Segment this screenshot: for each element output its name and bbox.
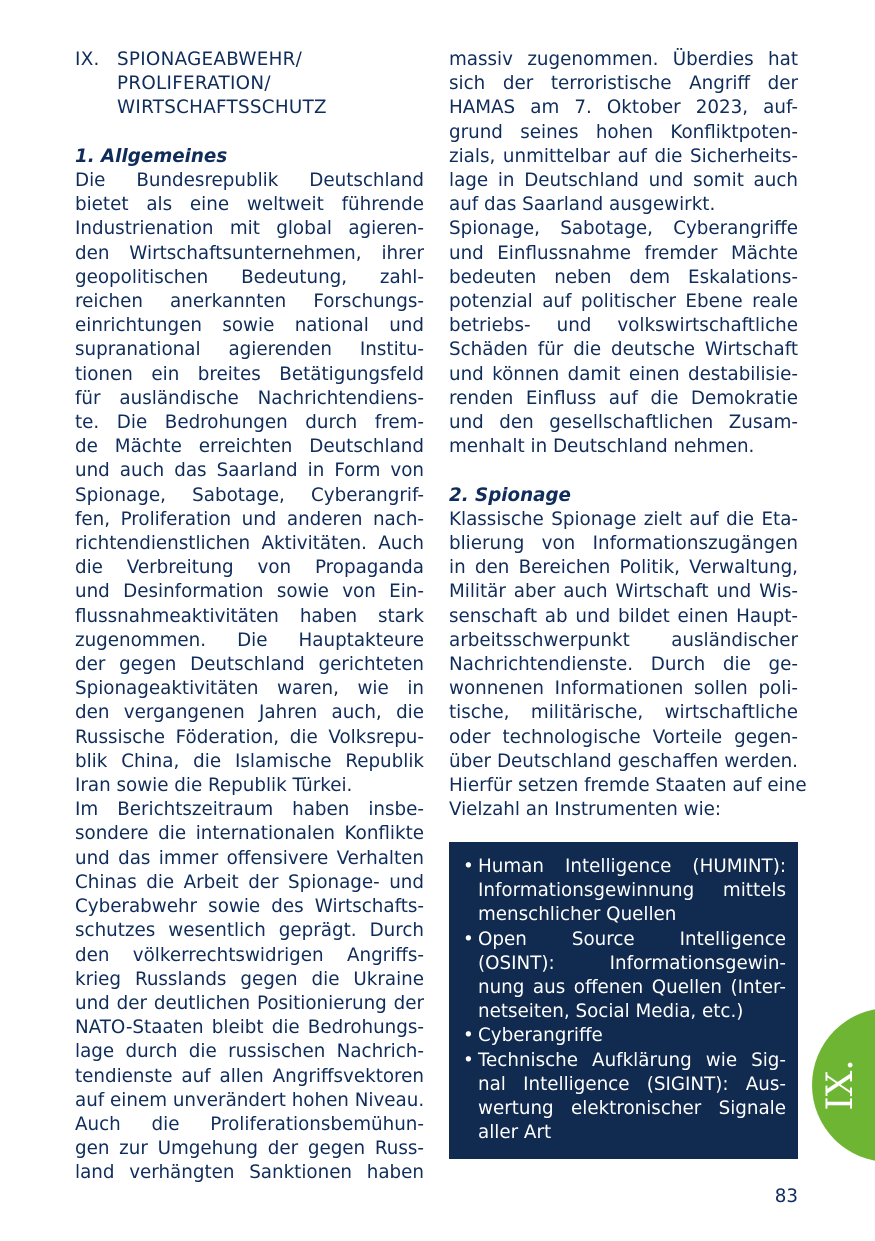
text-line: und auch das Saarland in Form von — [75, 460, 424, 482]
text-line: den Wirtschaftsunternehmen, ihrer — [75, 242, 424, 264]
text-line: blierung von Informationszugängen — [449, 533, 798, 555]
text-line: Klassische Spionage zielt auf die Eta- — [449, 508, 798, 530]
text-line: te. Die Bedrohungen durch frem- — [75, 412, 424, 434]
section-title-line: PROLIFERATION/ — [117, 73, 271, 95]
section-number: IX. — [75, 49, 100, 70]
text-line: Open Source Intelligence — [478, 928, 786, 950]
text-line: aller Art — [478, 1122, 552, 1144]
text-line: gen zur Umgehung der gegen Russ- — [75, 1138, 424, 1160]
text-line: menhalt in Deutschland nehmen. — [449, 436, 755, 458]
text-line: in den Bereichen Politik, Verwaltung, — [449, 557, 798, 579]
text-line: supranational agierenden Institu- — [75, 339, 424, 361]
text-line: renden Einfluss auf die Demokratie — [449, 387, 798, 409]
text-line: Informationsgewinnung mittels — [478, 880, 786, 902]
subheading-allgemeines: 1. Allgemeines — [75, 145, 228, 167]
text-line: und der deutlichen Positionierung der — [75, 992, 424, 1014]
text-line: über Deutschland geschaffen werden. — [449, 750, 798, 772]
list-item — [463, 855, 786, 928]
text-line: tionen ein breites Betätigungsfeld — [75, 363, 424, 385]
text-line: senschaft ab und bildet einen Haupt- — [449, 605, 798, 627]
text-line: Vielzahl an Instrumenten wie: — [449, 799, 722, 821]
bullet-icon: • — [463, 856, 474, 877]
text-line: HAMAS am 7. Oktober 2023, auf- — [449, 97, 798, 119]
text-line: fen, Proliferation und anderen nach- — [75, 508, 424, 530]
text-line: auf einem unverändert hohen Niveau. — [75, 1089, 425, 1111]
section-heading — [75, 48, 424, 121]
text-line: Hierfür setzen fremde Staaten auf eine — [449, 775, 807, 797]
text-line: Spionage, Sabotage, Cyberangriffe — [449, 218, 798, 240]
text-line: Cyberabwehr sowie des Wirtschafts- — [75, 896, 424, 918]
subheading-spionage: 2. Spionage — [449, 484, 571, 506]
chapter-tab-label: IX. — [819, 1059, 861, 1111]
list-item — [463, 928, 786, 1025]
text-line: geopolitischen Bedeutung, zahl- — [75, 266, 424, 288]
text-line: nung aus offenen Quellen (Inter- — [478, 977, 786, 999]
text-line: zugenommen. Die Hauptakteure — [75, 629, 424, 651]
text-line: NATO-Staaten bleibt die Bedrohungs- — [75, 1017, 424, 1039]
paragraph-intro — [75, 169, 424, 798]
text-line: wertung elektronischer Signale — [478, 1098, 786, 1120]
text-line: oder technologische Vorteile gegen- — [449, 726, 798, 748]
text-line: land verhängten Sanktionen haben — [75, 1162, 424, 1184]
text-line: (OSINT): Informationsgewin- — [478, 952, 786, 974]
text-line: netseiten, Social Media, etc.) — [478, 1001, 744, 1023]
text-line: Spionageaktivitäten waren, wie in — [75, 678, 424, 700]
text-line: und den gesellschaftlichen Zusam- — [449, 412, 798, 434]
text-line: sondere die internationalen Konflikte — [75, 823, 424, 845]
right-column — [449, 48, 807, 822]
text-line: Im Berichtszeitraum haben insbe- — [75, 799, 424, 821]
text-line: potenzial auf politischer Ebene reale — [449, 291, 798, 313]
text-line: massiv zugenommen. Überdies hat — [449, 49, 798, 70]
left-column — [75, 48, 424, 1186]
list-item — [463, 1024, 786, 1048]
text-line: den völkerrechtswidrigen Angriffs- — [75, 944, 424, 966]
text-line: bedeuten neben dem Eskalations- — [449, 266, 798, 288]
text-line: lage durch die russischen Nachrich- — [75, 1041, 424, 1063]
page-number: 83 — [774, 1186, 798, 1207]
text-line: für ausländische Nachrichtendiens- — [75, 387, 424, 409]
text-line: Militär aber auch Wirtschaft und Wis- — [449, 581, 798, 603]
text-line: auf das Saarland ausgewirkt. — [449, 194, 716, 216]
text-line: Cyberangriffe — [478, 1025, 603, 1047]
text-line: blik China, die Islamische Republik — [75, 750, 424, 772]
text-line: Russische Föderation, die Volksrepu- — [75, 726, 424, 748]
text-line: Iran sowie die Republik Türkei. — [75, 775, 353, 797]
text-line: und das immer offensivere Verhalten — [75, 847, 424, 869]
text-line: einrichtungen sowie national und — [75, 315, 424, 337]
text-line: tische, militärische, wirtschaftliche — [449, 702, 798, 724]
paragraph-conflicts — [75, 798, 424, 1185]
text-line: grund seines hohen Konfliktpoten- — [449, 121, 798, 143]
intelligence-methods-box — [449, 842, 798, 1159]
text-line: Chinas die Arbeit der Spionage- und — [75, 871, 424, 893]
text-line: Auch die Proliferationsbemühun- — [75, 1113, 424, 1135]
paragraph-threats — [449, 217, 798, 459]
text-line: der gegen Deutschland gerichteten — [75, 654, 424, 676]
text-line: die Verbreitung von Propaganda — [75, 557, 424, 579]
bullet-icon: • — [463, 1025, 474, 1047]
text-line: sich der terroristische Angriff der — [449, 73, 798, 95]
bullet-icon: • — [463, 928, 474, 950]
text-line: reichen anerkannten Forschungs- — [75, 291, 424, 313]
text-line: Industrienation mit global agieren- — [75, 218, 424, 240]
section-title-line: SPIONAGEABWEHR/ — [117, 49, 303, 70]
text-line: schutzes wesentlich geprägt. Durch — [75, 920, 424, 942]
text-line: betriebs- und volkswirtschaftliche — [449, 315, 798, 337]
text-line: flussnahmeaktivitäten haben stark — [75, 605, 424, 627]
text-line: Human Intelligence (HUMINT): — [478, 856, 786, 877]
text-line: Die Bundesrepublik Deutschland — [75, 170, 424, 191]
section-title — [117, 48, 327, 121]
text-line: arbeitsschwerpunkt ausländischer — [449, 629, 798, 651]
text-line: zials, unmittelbar auf die Sicherheits- — [449, 145, 798, 167]
paragraph-conflicts-continued — [449, 48, 798, 217]
text-line: nal Intelligence (SIGINT): Aus- — [478, 1073, 786, 1095]
text-line: Technische Aufklärung wie Sig- — [478, 1049, 786, 1071]
text-line: den vergangenen Jahren auch, die — [75, 702, 424, 724]
text-line: wonnenen Informationen sollen poli- — [449, 678, 798, 700]
text-line: tendienste auf allen Angriffsvektoren — [75, 1065, 424, 1087]
text-line: menschlicher Quellen — [478, 904, 677, 926]
text-line: richtendienstlichen Aktivitäten. Auch — [75, 533, 424, 555]
text-line: Nachrichtendienste. Durch die ge- — [449, 654, 798, 676]
text-line: krieg Russlands gegen die Ukraine — [75, 968, 424, 990]
text-line: Spionage, Sabotage, Cyberangrif- — [75, 484, 424, 506]
text-line: de Mächte erreichten Deutschland — [75, 436, 424, 458]
bullet-icon: • — [463, 1049, 474, 1071]
list-item — [463, 1049, 786, 1146]
text-line: und können damit einen destabilisie- — [449, 363, 798, 385]
section-title-line: WIRTSCHAFTSSCHUTZ — [117, 97, 327, 119]
text-line: und Einflussnahme fremder Mächte — [449, 242, 798, 264]
text-line: Schäden für die deutsche Wirtschaft — [449, 339, 798, 361]
text-line: bietet als eine weltweit führende — [75, 194, 424, 216]
text-line: lage in Deutschland und somit auch — [449, 170, 798, 192]
paragraph-spionage — [449, 508, 807, 823]
text-line: und Desinformation sowie von Ein- — [75, 581, 424, 603]
